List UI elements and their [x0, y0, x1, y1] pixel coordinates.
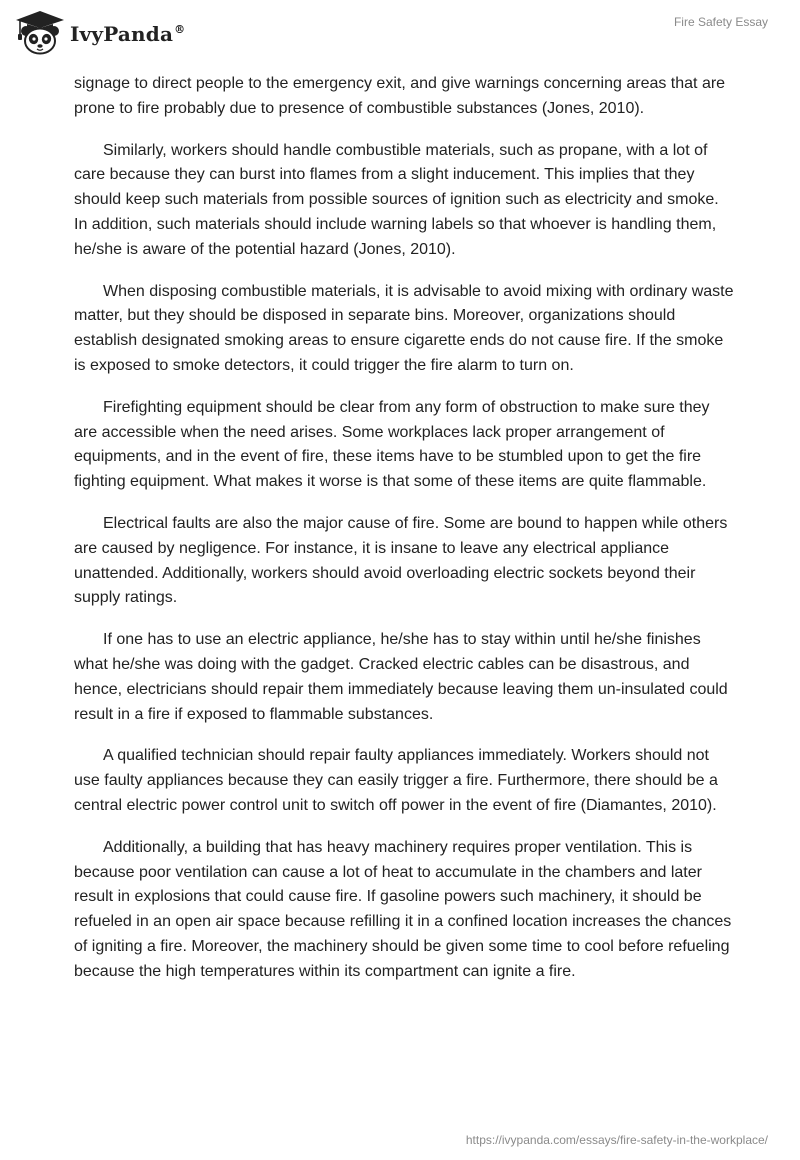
- brand-name: [70, 22, 185, 46]
- paragraph: signage to direct people to the emergency exit, and give warnings concerning areas that are prone to fire probably due to presence of combustible substances (Jones, 2010).: [74, 75, 726, 117]
- paragraph: When disposing combustible materials, it is advisable to avoid mixing with ordinary waste matter, but they should be disposed in separate bins. Moreover, organizations should establish designated smoking areas to ensure cigarette ends do not cause fire. If the smoke is exposed to smoke detectors, it could trigger the fire alarm to turn on.: [74, 282, 734, 374]
- page-header: [0, 0, 800, 70]
- source-url-link[interactable]: https://ivypanda.com/essays/fire-safety-in-the-workplace/: [465, 1133, 768, 1147]
- paragraph: Firefighting equipment should be clear from any form of obstruction to make sure they are accessible when the need arises. Some workplaces lack proper arrangement of equipments, and in the event of fire, these items have to be stumbled upon to get the fire fighting equipment. What makes it worse is that some of these items are quite flammable.: [74, 398, 710, 491]
- paragraph: Electrical faults are also the major cause of fire. Some are bound to happen while others are caused by negligence. For instance, it is insane to leave any electrical appliance unattended. Additionally, workers should avoid overloading electric sockets beyond their supply ratings.: [74, 514, 728, 607]
- brand-logo[interactable]: [14, 9, 185, 55]
- registered-mark: ®: [174, 23, 186, 37]
- document-title: Fire Safety Essay: [673, 15, 768, 29]
- paragraph: Additionally, a building that has heavy machinery requires proper ventilation. This is because poor ventilation can cause a lot of heat to accumulate in the chambers and later result in explosions that could cause fire. If gasoline powers such machinery, it should be refueled in an open air space because refilling it in a confined location increases the chances of igniting a fire. Moreover, the machinery should be given some time to cool before refueling because the high temperatures within its compartment can ignite a fire.: [74, 838, 732, 980]
- paragraph: Similarly, workers should handle combustible materials, such as propane, with a lot of care because they can burst into flames from a slight inducement. This implies that they should keep such materials from possible sources of ignition such as electricity and smoke. In addition, such materials should include warning labels so that whoever is handling them, he/she is aware of the potential hazard (Jones, 2010).: [74, 141, 719, 258]
- brand-name-text: IvyPanda: [70, 22, 174, 46]
- panda-graduate-icon: [14, 9, 66, 55]
- paragraph: If one has to use an electric appliance, he/she has to stay within until he/she finishes what he/she was doing with the gadget. Cracked electric cables can be disastrous, and hence, electricians should repair them immediately because leaving them un-insulated could result in a fire if exposed to flammable substances.: [74, 631, 728, 723]
- paragraph: A qualified technician should repair faulty appliances immediately. Workers should not use faulty appliances because they can easily trigger a fire. Furthermore, there should be a central electric power control unit to switch off power in the event of fire (Diamantes, 2010).: [74, 747, 718, 814]
- essay-body: [74, 72, 734, 1002]
